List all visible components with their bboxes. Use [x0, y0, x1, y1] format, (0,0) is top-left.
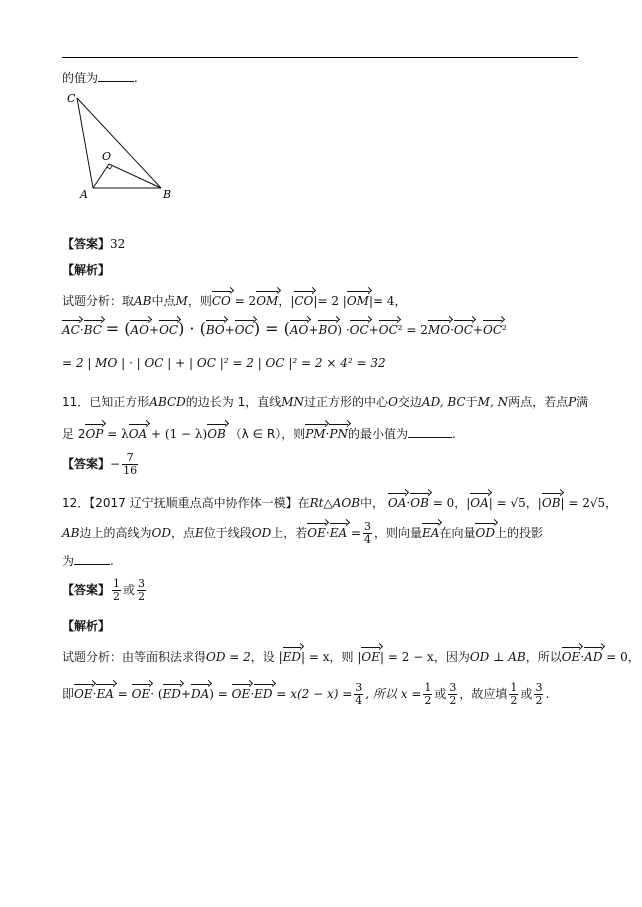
- solution-10-step2: AC·BC = (AO+OC) · (BO+OC) = (AO+BO) ·OC+OC² = 2MO·OC+OC²: [62, 319, 507, 338]
- solution-12-step1: 试题分析：由等面积法求得OD = 2，设 |ED| = x，则 |OE| = 2 − x，因为OD ⊥ AB，所以OE·AD = 0，: [62, 646, 640, 665]
- answer-11: 【答案】− $\frac{7}{16}$: [62, 451, 138, 477]
- solution-12-step2: 即OE·EA = OE· (ED+DA) = OE·ED = x(2 − x) = $\frac{3}{4}$ , 所以 x = $\frac{1}{2}$ 或 $\frac{3}{2}$ ，故应填 $\frac{1}{2}$ 或 $\frac{3}{2}$ .: [62, 681, 550, 707]
- solution-10-step1: 试题分析：取AB中点M，则CO = 2OM，|CO|= 2 |OM|= 4，: [62, 290, 407, 309]
- answer-blank: [408, 425, 452, 438]
- analysis-12-label: 【解析】: [62, 619, 111, 633]
- analysis-10-label: 【解析】: [62, 263, 111, 277]
- point-a-label: A: [80, 188, 88, 201]
- question-12-line3: 为 .: [62, 554, 114, 568]
- question-11-line1: 11．已知正方形ABCD的边长为 1，直线MN过正方形的中心O交边AD, BC于M, N两点，若点P满: [62, 395, 589, 409]
- question-tail: 的值为 .: [62, 71, 138, 85]
- question-12-line1: 12．【2017 辽宁抚顺重点高中协作体一模】在Rt△AOB中， OA·OB = 0，|OA| = √5，|OB| = 2√5，: [62, 492, 617, 511]
- answer-12: 【答案】 $\frac{1}{2}$ 或 $\frac{3}{2}$: [62, 577, 146, 603]
- answer-10: 【答案】32: [62, 237, 126, 251]
- solution-10-step3: = 2 | MO | · | OC | + | OC |² = 2 | OC |² = 2 × 4² = 32: [62, 356, 386, 370]
- question-11-line2: 足 2OP = λOA + (1 − λ)OB （λ ∈ R），则PM·PN的最小值为 .: [62, 423, 456, 442]
- triangle-figure: [62, 88, 182, 203]
- question-12-line2: AB边上的高线为OD，点E位于线段OD上，若OE·EA = $\frac{3}{4}$ ，则向量EA在向量OD上的投影: [62, 520, 543, 546]
- answer-blank: [98, 69, 134, 82]
- point-o-label: O: [102, 150, 112, 163]
- point-c-label: C: [67, 92, 76, 105]
- header-rule: [62, 57, 578, 58]
- answer-blank: [74, 552, 110, 565]
- point-b-label: B: [163, 188, 172, 201]
